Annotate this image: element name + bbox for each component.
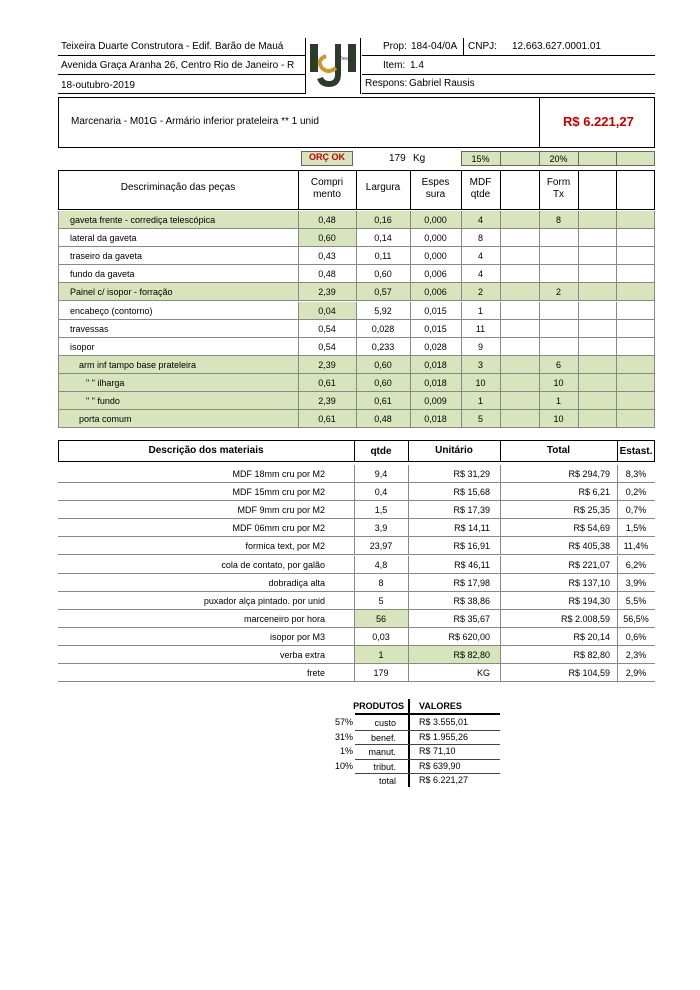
col-divider — [500, 211, 501, 229]
col-divider — [578, 374, 579, 392]
product-label: manut. — [368, 747, 396, 757]
piece-length: 2,39 — [318, 287, 336, 298]
header-divider — [58, 55, 305, 56]
item-label: Item: — [383, 60, 406, 71]
piece-thickness: 0,000 — [424, 215, 447, 225]
piece-mdf-qty: 10 — [475, 377, 486, 388]
product-percent: 10% — [334, 760, 353, 771]
material-total: R$ 104,59 — [568, 668, 610, 679]
material-quantity: 8 — [378, 577, 384, 588]
material-unit-price: R$ 82,80 — [453, 650, 490, 660]
piece-width: 5,92 — [374, 305, 392, 316]
header-stats: Estast. — [619, 446, 653, 457]
material-row — [58, 556, 655, 574]
piece-mdf-qty: 9 — [477, 341, 483, 352]
product-label: custo — [374, 718, 396, 728]
products-header-line — [355, 713, 500, 715]
material-unit-price: R$ 17,39 — [453, 505, 490, 516]
weight-unit: Kg — [413, 153, 426, 164]
piece-row — [58, 320, 655, 338]
piece-row — [58, 302, 655, 320]
product-value: R$ 639,90 — [419, 760, 461, 771]
product-row — [300, 760, 500, 775]
piece-thickness: 0,018 — [424, 377, 447, 388]
col-divider — [578, 265, 579, 283]
header-products: PRODUTOS — [353, 701, 404, 711]
product-label: total — [378, 776, 396, 786]
piece-row — [58, 211, 655, 229]
product-value: R$ 1.955,26 — [419, 731, 469, 742]
product-row — [300, 745, 500, 760]
col-divider — [578, 247, 579, 265]
piece-length: 0,60 — [318, 233, 336, 244]
material-quantity: 4,8 — [374, 559, 388, 570]
material-unit-price: R$ 14,11 — [454, 523, 490, 534]
company-address: Avenida Graça Aranha 26, Centro Rio de Janeiro - R — [61, 60, 295, 71]
svg-text:Design: Design — [339, 56, 355, 62]
prop-label: Prop: — [383, 41, 407, 52]
header-divider — [58, 93, 305, 94]
piece-length: 0,61 — [318, 377, 336, 388]
col-divider — [616, 374, 617, 392]
piece-description: " " fundo — [86, 396, 120, 406]
piece-description: Painel c/ isopor - forração — [70, 287, 173, 298]
material-row — [58, 519, 655, 537]
col-divider — [500, 392, 501, 410]
header-thickness-line1: Espes — [421, 177, 450, 188]
company-name: Teixeira Duarte Construtora - Edif. Barão de Mauá — [61, 41, 284, 52]
material-description: MDF 15mm cru por M2 — [232, 487, 325, 498]
material-unit-price: KG — [476, 668, 490, 679]
col-divider — [500, 374, 501, 392]
col-divider — [578, 338, 579, 356]
piece-thickness: 0,015 — [424, 305, 447, 316]
material-row — [58, 592, 655, 610]
material-total: R$ 82,80 — [573, 650, 610, 660]
piece-length: 0,61 — [318, 414, 336, 425]
material-unit-price: R$ 38,86 — [453, 595, 490, 606]
table-border — [654, 211, 655, 428]
material-description: MDF 06mm cru por M2 — [232, 523, 325, 534]
piece-row — [58, 374, 655, 392]
material-row — [58, 483, 655, 501]
piece-thickness: 0,018 — [424, 414, 447, 425]
col-divider — [616, 247, 617, 265]
piece-mdf-qty: 1 — [477, 396, 483, 406]
product-row — [300, 716, 500, 731]
material-total: R$ 194,30 — [568, 595, 610, 606]
header-mdf-qty — [461, 177, 500, 201]
material-description: puxador alça pintado. por unid — [203, 595, 325, 606]
percent-divider — [578, 151, 579, 166]
piece-row — [58, 229, 655, 247]
product-value: R$ 3.555,01 — [419, 717, 469, 727]
header-values: VALORES — [419, 701, 462, 711]
margin-percent: 15% — [471, 154, 490, 164]
col-divider — [616, 320, 617, 338]
piece-thickness: 0,006 — [424, 269, 447, 280]
col-divider — [539, 320, 540, 338]
product-label: tribut. — [373, 761, 396, 772]
material-row — [58, 537, 655, 555]
piece-length: 0,54 — [318, 323, 336, 334]
header-length-line2: mento — [313, 189, 341, 200]
piece-length: 2,39 — [318, 396, 336, 406]
piece-description: travessas — [70, 323, 109, 334]
cnpj-label: CNPJ: — [468, 41, 497, 52]
col-divider — [539, 229, 540, 247]
material-stats: 1,5% — [625, 523, 647, 534]
col-divider — [578, 170, 579, 210]
piece-row — [58, 392, 655, 410]
product-row — [300, 731, 500, 746]
header-quantity: qtde — [370, 446, 392, 457]
material-description: isopor por M3 — [269, 631, 325, 642]
material-quantity: 5 — [378, 595, 384, 606]
tax-percent: 20% — [549, 154, 568, 164]
piece-row — [58, 410, 655, 428]
header-formica — [539, 177, 578, 201]
product-label: benef. — [370, 732, 396, 743]
header-divider — [58, 74, 305, 75]
piece-row — [58, 338, 655, 356]
company-logo — [308, 38, 358, 92]
col-divider — [616, 356, 617, 374]
material-stats: 0,7% — [625, 505, 647, 516]
col-divider — [616, 170, 617, 210]
piece-width: 0,60 — [374, 359, 392, 370]
material-description: formica text, por M2 — [245, 541, 325, 552]
product-percent: 57% — [334, 717, 353, 727]
piece-description: fundo da gaveta — [70, 269, 135, 280]
material-unit-price: R$ 17,98 — [453, 577, 490, 588]
material-quantity: 0,03 — [372, 631, 390, 642]
material-row — [58, 465, 655, 483]
piece-length: 0,04 — [318, 305, 336, 316]
material-row — [58, 628, 655, 646]
col-divider — [500, 356, 501, 374]
piece-mdf-qty: 4 — [477, 269, 483, 280]
material-quantity: 1 — [378, 650, 384, 660]
col-divider — [578, 283, 579, 301]
col-divider — [616, 410, 617, 428]
piece-row — [58, 283, 655, 301]
piece-width: 0,60 — [374, 269, 392, 280]
col-divider — [500, 320, 501, 338]
material-row — [58, 574, 655, 592]
material-row — [58, 610, 655, 628]
header-formica-line1: Form — [546, 177, 571, 188]
material-total: R$ 25,35 — [573, 505, 610, 516]
piece-row — [58, 356, 655, 374]
col-divider — [500, 265, 501, 283]
piece-length: 2,39 — [318, 359, 336, 370]
piece-thickness: 0,015 — [424, 323, 447, 334]
header-divider — [362, 55, 655, 56]
header-description: Descriminação das peças — [120, 182, 236, 193]
piece-row — [58, 265, 655, 283]
header-total: Total — [546, 445, 571, 456]
piece-description: porta comum — [79, 414, 132, 425]
item-description: Marcenaria - M01G - Armário inferior prateleira ** 1 unid — [71, 116, 319, 127]
piece-thickness: 0,006 — [424, 287, 447, 298]
percent-divider — [616, 151, 617, 166]
material-quantity: 3,9 — [374, 523, 388, 534]
header-thickness-line2: sura — [425, 189, 446, 200]
respons-value: Gabriel Rausis — [409, 78, 475, 89]
col-divider — [539, 302, 540, 320]
col-divider — [616, 338, 617, 356]
material-quantity: 1,5 — [374, 505, 388, 516]
material-unit-price: R$ 620,00 — [448, 631, 490, 642]
piece-row — [58, 247, 655, 265]
material-stats: 3,9% — [625, 577, 647, 588]
material-total: R$ 405,38 — [568, 541, 610, 552]
header-thickness — [410, 177, 461, 201]
material-stats: 8,3% — [625, 469, 647, 479]
header-divider — [305, 38, 306, 94]
piece-thickness: 0,000 — [424, 233, 447, 244]
piece-description: arm inf tampo base prateleira — [79, 359, 197, 370]
col-divider — [616, 283, 617, 301]
header-width: Largura — [365, 182, 401, 193]
piece-mdf-qty: 4 — [477, 215, 483, 225]
col-divider — [539, 265, 540, 283]
col-divider — [578, 356, 579, 374]
piece-length: 0,43 — [318, 251, 336, 262]
piece-width: 0,60 — [374, 377, 392, 388]
header-divider — [362, 93, 655, 94]
material-quantity: 23,97 — [369, 541, 393, 552]
col-divider — [500, 229, 501, 247]
material-quantity: 9,4 — [374, 469, 388, 479]
material-total: R$ 221,07 — [568, 559, 610, 570]
product-percent: 31% — [334, 731, 353, 742]
material-description: dobradiça alta — [268, 577, 325, 588]
piece-length: 0,48 — [318, 269, 336, 280]
piece-formica: 1 — [555, 396, 561, 406]
material-unit-price: R$ 35,67 — [453, 613, 490, 624]
product-value: R$ 6.221,27 — [419, 775, 469, 785]
piece-mdf-qty: 3 — [477, 359, 483, 370]
piece-width: 0,11 — [374, 251, 392, 262]
header-mdf-line1: MDF — [469, 177, 492, 188]
piece-formica: 2 — [555, 287, 561, 298]
material-description: marceneiro por hora — [243, 613, 325, 624]
material-stats: 5,5% — [625, 595, 647, 606]
col-divider — [500, 283, 501, 301]
col-divider — [539, 338, 540, 356]
material-unit-price: R$ 16,91 — [453, 541, 490, 552]
col-divider — [616, 211, 617, 229]
piece-width: 0,16 — [374, 215, 392, 225]
piece-length: 0,54 — [318, 341, 336, 352]
material-row — [58, 664, 655, 682]
piece-thickness: 0,000 — [424, 251, 447, 262]
material-stats: 0,6% — [625, 631, 647, 642]
header-length-line1: Compri — [310, 177, 344, 188]
piece-description: gaveta frente - corrediça telescópica — [70, 215, 216, 225]
header-length — [298, 177, 356, 201]
percent-divider — [500, 151, 501, 166]
header-unit-price: Unitário — [435, 445, 473, 456]
piece-width: 0,57 — [374, 287, 392, 298]
material-row — [58, 501, 655, 519]
material-unit-price: R$ 46,11 — [454, 559, 490, 570]
piece-description: isopor — [70, 341, 95, 352]
header-mdf-line2: qtde — [470, 189, 491, 200]
col-divider — [616, 265, 617, 283]
col-divider — [616, 302, 617, 320]
material-stats: 6,2% — [625, 559, 647, 570]
piece-description: " " ilharga — [86, 377, 125, 388]
material-unit-price: R$ 15,68 — [453, 487, 490, 498]
material-total: R$ 20,14 — [573, 631, 610, 642]
header-divider — [360, 38, 361, 94]
material-row — [58, 646, 655, 664]
material-description: MDF 9mm cru por M2 — [237, 505, 325, 516]
piece-length: 0,48 — [318, 215, 336, 225]
title-divider — [539, 97, 540, 148]
piece-mdf-qty: 5 — [477, 414, 483, 425]
material-total: R$ 2.008,59 — [560, 613, 610, 624]
material-quantity: 56 — [375, 613, 386, 624]
material-description: MDF 18mm cru por M2 — [232, 469, 325, 479]
piece-thickness: 0,018 — [424, 359, 447, 370]
piece-description: encabeço (contorno) — [70, 305, 153, 316]
piece-mdf-qty: 8 — [477, 233, 483, 244]
material-total: R$ 6,21 — [578, 487, 610, 498]
product-percent: 1% — [339, 746, 353, 756]
piece-description: traseiro da gaveta — [70, 251, 143, 262]
col-divider — [500, 338, 501, 356]
total-price: R$ 6.221,27 — [563, 114, 634, 129]
header-divider — [362, 74, 655, 75]
material-total: R$ 54,69 — [573, 523, 610, 534]
col-divider — [578, 229, 579, 247]
piece-width: 0,61 — [374, 396, 392, 406]
respons-label: Respons: — [365, 78, 408, 89]
col-divider — [500, 410, 501, 428]
material-description: verba extra — [279, 650, 325, 660]
piece-width: 0,233 — [371, 341, 395, 352]
header-material: Descrição dos materiais — [148, 445, 264, 456]
prop-value: 184-04/0A — [411, 41, 458, 52]
material-unit-price: R$ 31,29 — [453, 469, 490, 479]
orc-status-text: ORÇ OK — [309, 152, 345, 162]
piece-mdf-qty: 11 — [475, 323, 486, 334]
material-description: frete — [306, 668, 325, 679]
col-divider — [578, 410, 579, 428]
table-border — [58, 211, 59, 428]
col-divider — [578, 392, 579, 410]
item-value: 1.4 — [410, 60, 424, 71]
col-divider — [500, 302, 501, 320]
col-divider — [616, 229, 617, 247]
piece-mdf-qty: 2 — [477, 287, 483, 298]
piece-width: 0,48 — [374, 414, 392, 425]
total-weight: 179 — [389, 153, 406, 164]
col-divider — [500, 170, 501, 210]
header-formica-line2: Tx — [552, 189, 565, 200]
document-date: 18-outubro-2019 — [61, 80, 135, 91]
piece-description: lateral da gaveta — [70, 233, 137, 244]
material-total: R$ 137,10 — [568, 577, 610, 588]
col-divider — [539, 247, 540, 265]
material-stats: 56,5% — [623, 613, 649, 624]
material-stats: 11,4% — [623, 541, 649, 552]
piece-width: 0,028 — [371, 323, 395, 334]
piece-formica: 10 — [553, 414, 564, 425]
material-quantity: 179 — [373, 668, 389, 679]
piece-formica: 10 — [553, 377, 564, 388]
col-divider — [578, 211, 579, 229]
product-row — [300, 774, 500, 789]
piece-mdf-qty: 4 — [477, 251, 483, 262]
col-divider — [500, 247, 501, 265]
col-divider — [578, 320, 579, 338]
piece-thickness: 0,028 — [424, 341, 447, 352]
header-divider — [463, 38, 464, 56]
piece-mdf-qty: 1 — [477, 305, 483, 316]
material-total: R$ 294,79 — [568, 469, 610, 479]
material-stats: 2,3% — [625, 650, 647, 660]
product-value: R$ 71,10 — [419, 746, 456, 756]
material-stats: 2,9% — [625, 668, 647, 679]
piece-formica: 8 — [555, 215, 561, 225]
col-divider — [578, 302, 579, 320]
piece-width: 0,14 — [374, 233, 392, 244]
material-description: cola de contato, por galão — [221, 559, 325, 570]
cnpj-value: 12.663.627.0001.01 — [512, 41, 601, 52]
material-quantity: 0,4 — [374, 487, 388, 498]
piece-formica: 6 — [555, 359, 561, 370]
col-divider — [616, 392, 617, 410]
material-stats: 0,2% — [625, 487, 647, 498]
piece-thickness: 0,009 — [424, 396, 447, 406]
